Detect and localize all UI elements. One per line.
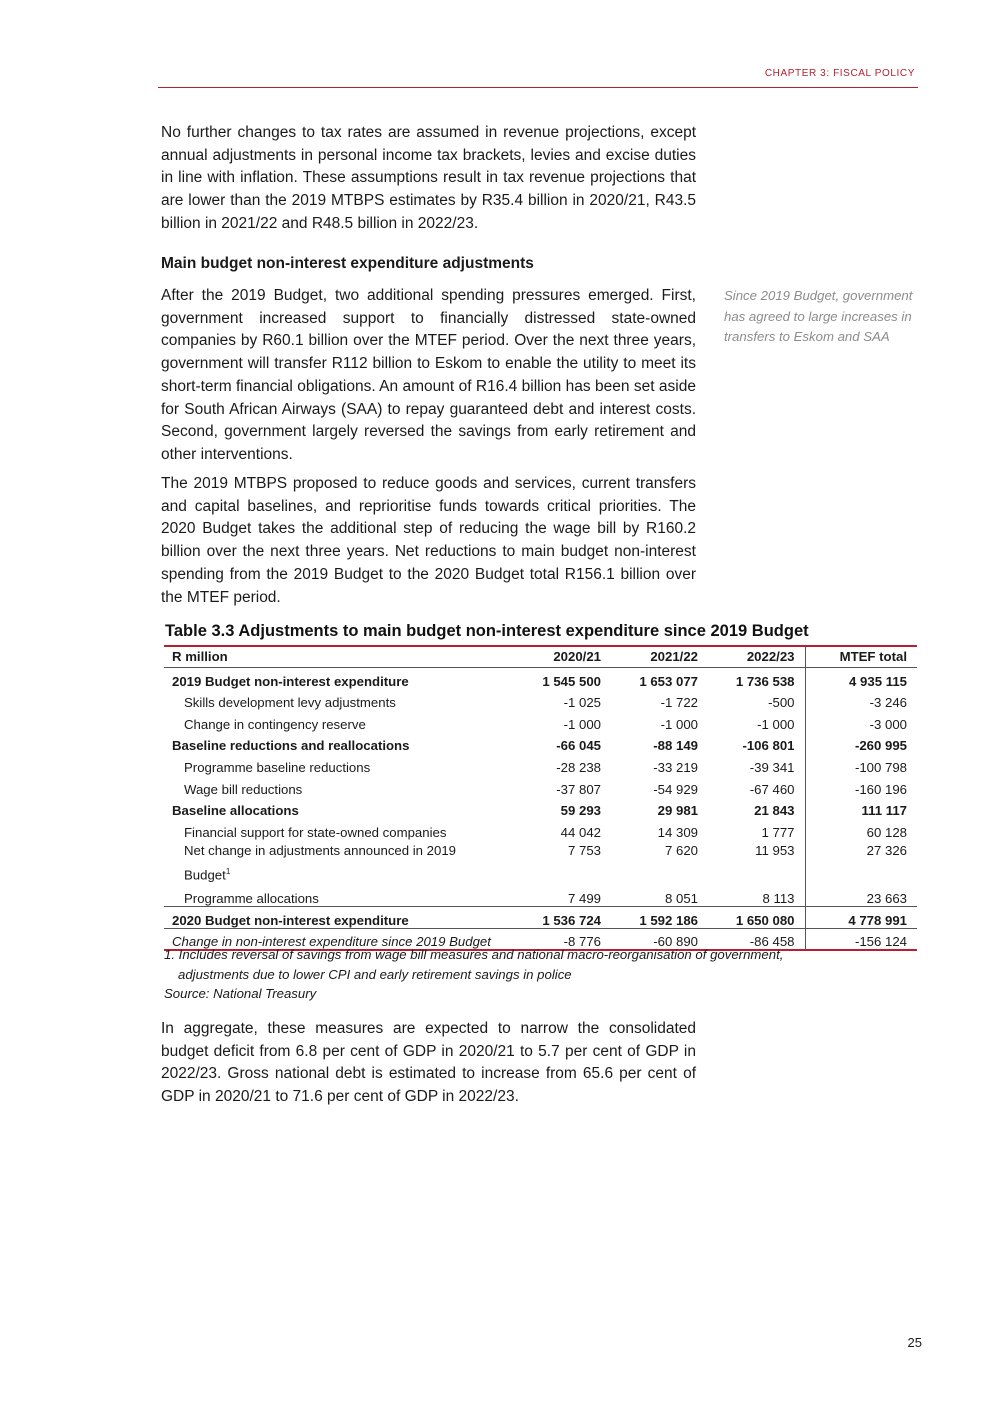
cell-value: 14 309 xyxy=(657,824,698,840)
column-header-mtef-total: MTEF total xyxy=(805,646,917,667)
row-label: Baseline allocations xyxy=(172,803,299,819)
cell-value: -1 722 xyxy=(660,695,698,711)
cell-value: -500 xyxy=(768,695,795,711)
table-header-row xyxy=(164,646,917,667)
table-row xyxy=(164,710,917,732)
cell-value: 59 293 xyxy=(560,803,601,819)
row-label: Financial support for state-owned companies xyxy=(184,824,447,840)
table-row xyxy=(164,885,917,907)
cell-value: 1 650 080 xyxy=(708,907,805,929)
row-label-text: Net change in adjustments announced in 2019 Budget xyxy=(184,842,457,883)
cell-value: -1 000 xyxy=(563,716,601,732)
adjustments-table xyxy=(164,645,917,951)
cell-value: -66 045 xyxy=(556,738,601,754)
cell-value: 7 620 xyxy=(664,842,698,858)
row-label: Skills development levy adjustments xyxy=(184,695,396,711)
cell-value: 1 777 xyxy=(761,824,795,840)
table-row xyxy=(164,753,917,775)
row-label: Baseline reductions and reallocations xyxy=(172,738,410,754)
cell-value: -156 124 xyxy=(805,928,917,950)
cell-value: 21 843 xyxy=(754,803,795,819)
cell-value: -106 801 xyxy=(742,738,795,754)
row-label: Change in non-interest expenditure since 2019 Budget xyxy=(164,928,509,950)
row-label: Wage bill reductions xyxy=(184,781,303,797)
cell-value: 44 042 xyxy=(560,824,601,840)
cell-value: 1 653 077 xyxy=(639,673,698,689)
section-heading: Main budget non-interest expenditure adjustments xyxy=(161,255,534,272)
cell-value: -54 929 xyxy=(653,781,698,797)
cell-value: -1 000 xyxy=(757,716,795,732)
footnote-marker: 1 xyxy=(225,866,231,876)
cell-value: 4 778 991 xyxy=(805,907,917,929)
table-row xyxy=(164,732,917,754)
row-label: 2020 Budget non-interest expenditure xyxy=(164,907,509,929)
cell-value: 23 663 xyxy=(805,885,917,907)
paragraph-spending-pressures: After the 2019 Budget, two additional spending pressures emerged. First, government increased support to financially distressed state-owned companies by R60.1 billion over the MTEF period. Over the next three years, government will transfer R112 billion to Eskom to enable the utility to meet its short-term financial obligations. An amount of R16.4 billion has been set aside for South African Airways (SAA) to repay guaranteed debt and interest costs. Second, government largely reversed the savings from early retirement and other interventions. xyxy=(161,287,696,463)
cell-value: -3 246 xyxy=(805,689,917,711)
row-label: Programme baseline reductions xyxy=(184,759,371,775)
table-source: Source: National Treasury xyxy=(164,986,317,1001)
cell-value: 7 499 xyxy=(567,891,601,907)
cell-value: 1 536 724 xyxy=(509,907,611,929)
cell-value: 1 545 500 xyxy=(542,673,601,689)
cell-value: 60 128 xyxy=(805,818,917,840)
table-row xyxy=(164,818,917,840)
cell-value: 7 753 xyxy=(567,842,601,858)
row-label: Change in contingency reserve xyxy=(184,716,366,732)
cell-value: -86 458 xyxy=(708,928,805,950)
cell-value: -100 798 xyxy=(805,753,917,775)
cell-value: 27 326 xyxy=(805,840,917,885)
footnote-line: adjustments due to lower CPI and early retirement savings in police xyxy=(178,966,572,982)
cell-value: -28 238 xyxy=(556,759,601,775)
cell-value: -3 000 xyxy=(805,710,917,732)
cell-value: -67 460 xyxy=(749,781,795,797)
cell-value: 8 113 xyxy=(762,891,795,907)
cell-value: -37 807 xyxy=(556,781,601,797)
row-label xyxy=(164,840,509,885)
cell-value: -1 000 xyxy=(660,716,698,732)
chapter-header: CHAPTER 3: FISCAL POLICY xyxy=(764,68,915,79)
cell-value: -88 149 xyxy=(653,738,698,754)
table-row xyxy=(164,907,917,929)
table-row xyxy=(164,775,917,797)
cell-value: -33 219 xyxy=(653,759,698,775)
table-row xyxy=(164,840,917,885)
column-header-label: R million xyxy=(164,646,509,667)
cell-value: 1 736 538 xyxy=(735,673,795,689)
cell-value: 29 981 xyxy=(657,803,698,819)
column-header-2020-21: 2020/21 xyxy=(509,646,611,667)
paragraph-aggregate-deficit: In aggregate, these measures are expected to narrow the consolidated budget deficit from 6.8 per cent of GDP in 2020/21 to 5.7 per cent of GDP in 2022/23. Gross national debt is estimated to increase from 65.6 per cent of GDP in 2020/21 to 71.6 per cent of GDP in 2022/23. xyxy=(161,1020,696,1106)
paragraph-tax-revenue: No further changes to tax rates are assumed in revenue projections, except annual adjustments in personal income tax brackets, levies and excise duties in line with inflation. These assumptions result in tax revenue projections that are lower than the 2019 MTBPS estimates by R35.4 billion in 2020/21, R43.5 billion in 2021/22 and R48.5 billion in 2022/23. xyxy=(161,124,696,232)
column-header-2021-22: 2021/22 xyxy=(611,646,708,667)
cell-value: -60 890 xyxy=(611,928,708,950)
row-label: 2019 Budget non-interest expenditure xyxy=(172,673,409,689)
table-footnotes xyxy=(164,945,864,1004)
table-row xyxy=(164,797,917,819)
table-row xyxy=(164,667,917,689)
header-rule xyxy=(158,87,918,88)
cell-value: -260 995 xyxy=(805,732,917,754)
cell-value: -160 196 xyxy=(805,775,917,797)
cell-value: 111 117 xyxy=(805,797,917,819)
row-label: Programme allocations xyxy=(184,891,319,907)
cell-value: -1 025 xyxy=(563,695,601,711)
cell-value: 1 592 186 xyxy=(611,907,708,929)
table-row xyxy=(164,689,917,711)
page-number: 25 xyxy=(907,1335,922,1350)
cell-value: 4 935 115 xyxy=(805,667,917,689)
cell-value: 8 051 xyxy=(664,891,698,907)
footnote-line: 1. Includes reversal of savings from wage bill measures and national macro-reorganisation of government, xyxy=(164,947,784,962)
margin-note: Since 2019 Budget, government has agreed to large increases in transfers to Eskom and SAA xyxy=(724,288,913,344)
paragraph-mtbps-reductions: The 2019 MTBPS proposed to reduce goods and services, current transfers and capital baselines, and reprioritise funds towards critical priorities. The 2020 Budget takes the additional step of reducing the wage bill by R160.2 billion over the next three years. Net reductions to main budget non-interest spending from the 2019 Budget to the 2020 Budget total R156.1 billion over the MTEF period. xyxy=(161,475,696,606)
cell-value: -8 776 xyxy=(509,928,611,950)
column-header-2022-23: 2022/23 xyxy=(708,646,805,667)
cell-value: -39 341 xyxy=(749,759,795,775)
cell-value: 11 953 xyxy=(755,842,795,858)
table-title: Table 3.3 Adjustments to main budget non-interest expenditure since 2019 Budget xyxy=(165,622,809,640)
